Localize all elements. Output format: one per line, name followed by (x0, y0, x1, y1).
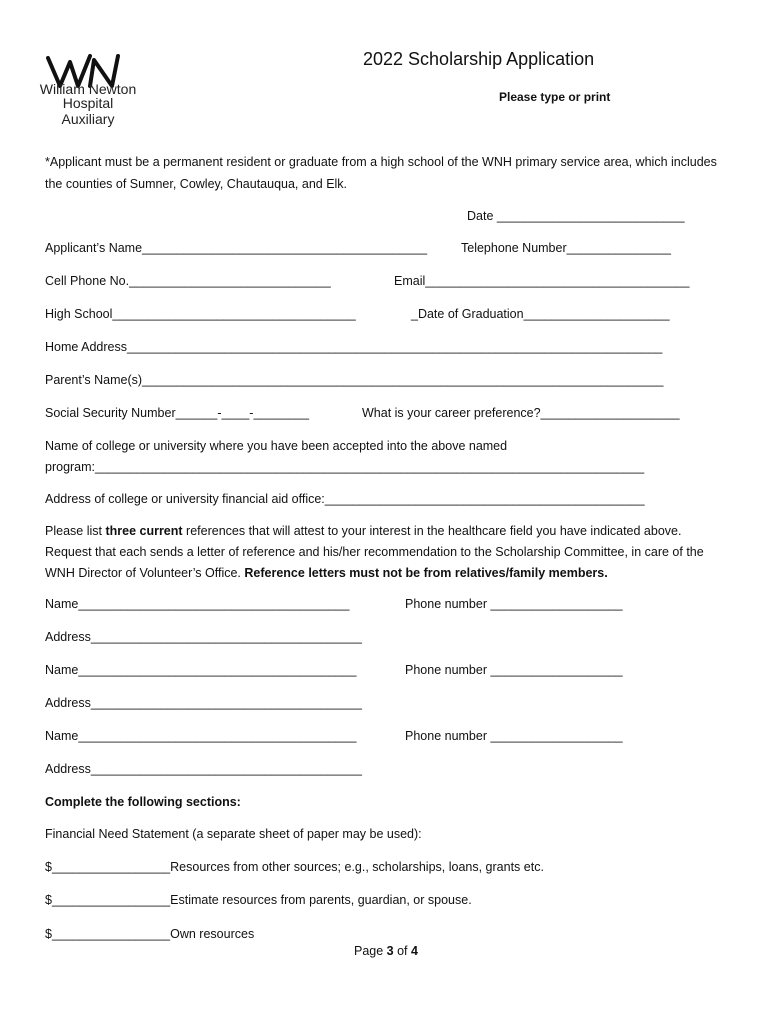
high-school-field[interactable]: High School___________________________________ (45, 307, 356, 321)
reference-3-name-field[interactable]: Name________________________________________ (45, 729, 357, 743)
date-field[interactable]: Date ___________________________ (467, 209, 685, 223)
resources-parents-field[interactable]: $_________________Estimate resources from parents, guardian, or spouse. (45, 893, 472, 907)
graduation-date-field[interactable]: _Date of Graduation_____________________ (411, 307, 670, 321)
references-text: Please list (45, 524, 106, 538)
references-warning: Reference letters must not be from relatives/family members. (244, 566, 608, 580)
financial-need-label: Financial Need Statement (a separate sheet of paper may be used): (45, 827, 422, 841)
logo-line-1: William Newton (39, 81, 137, 97)
college-name-field[interactable]: program:_______________________________________________________________________________ (45, 460, 645, 474)
page-prefix: Page (354, 944, 387, 958)
reference-3-address-field[interactable]: Address_______________________________________ (45, 762, 362, 776)
logo-line-3: Auxiliary (61, 111, 115, 127)
resources-other-field[interactable]: $_________________Resources from other sources; e.g., scholarships, loans, grants etc. (45, 860, 544, 874)
references-text: references that will attest to your interest in the healthcare field you have indicated above. (182, 524, 682, 538)
eligibility-note-line1: *Applicant must be a permanent resident or graduate from a high school of the WNH primary service area, which includes (45, 155, 717, 169)
reference-1-phone-field[interactable]: Phone number ___________________ (405, 597, 623, 611)
email-field[interactable]: Email______________________________________ (394, 274, 690, 288)
page-subtitle: Please type or print (499, 90, 611, 104)
references-emphasis: three current (105, 524, 183, 538)
reference-1-address-field[interactable]: Address_______________________________________ (45, 630, 362, 644)
reference-2-address-field[interactable]: Address_______________________________________ (45, 696, 362, 710)
page-current: 3 (386, 944, 394, 958)
references-instructions-line3 (45, 566, 608, 580)
page-title: 2022 Scholarship Application (363, 49, 595, 69)
references-instructions-line1 (45, 524, 681, 538)
resources-own-field[interactable]: $_________________Own resources (45, 927, 255, 941)
financial-aid-address-field[interactable]: Address of college or university financial aid office:______________________________________________ (45, 492, 645, 506)
cell-phone-field[interactable]: Cell Phone No._____________________________ (45, 274, 331, 288)
ssn-field[interactable]: Social Security Number______-____-________ (45, 406, 310, 420)
parents-names-field[interactable]: Parent’s Name(s)___________________________________________________________________________ (45, 373, 664, 387)
telephone-field[interactable]: Telephone Number_______________ (461, 241, 671, 255)
college-name-label: Name of college or university where you have been accepted into the above named (45, 439, 508, 453)
reference-2-name-field[interactable]: Name________________________________________ (45, 663, 357, 677)
page-number (354, 944, 418, 958)
eligibility-note-line2: the counties of Sumner, Cowley, Chautauqua, and Elk. (45, 177, 348, 191)
home-address-field[interactable]: Home Address_____________________________________________________________________________ (45, 340, 663, 354)
page-mid: of (393, 944, 411, 958)
applicant-name-field[interactable]: Applicant’s Name_________________________________________ (45, 241, 428, 255)
sections-heading: Complete the following sections: (45, 795, 241, 809)
page-total: 4 (411, 944, 418, 958)
reference-1-name-field[interactable]: Name_______________________________________ (45, 597, 350, 611)
reference-3-phone-field[interactable]: Phone number ___________________ (405, 729, 623, 743)
hospital-logo (32, 52, 152, 132)
logo-line-2: Hospital (62, 95, 114, 111)
career-preference-field[interactable]: What is your career preference?____________________ (362, 406, 680, 420)
references-text: WNH Director of Volunteer’s Office. (45, 566, 245, 580)
reference-2-phone-field[interactable]: Phone number ___________________ (405, 663, 623, 677)
references-instructions-line2: Request that each sends a letter of reference and his/her recommendation to the Scholarship Committee, in care of the (45, 545, 704, 559)
